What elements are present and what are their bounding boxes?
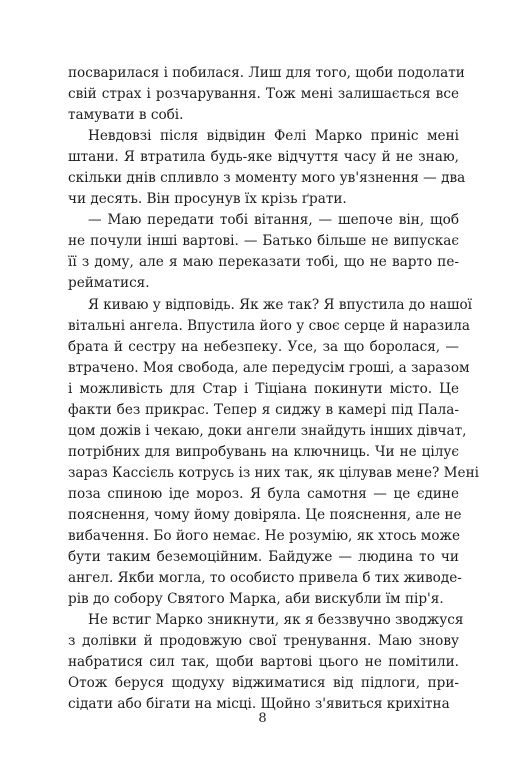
text-line: ангел. Якби могла, то особисто привела б тих живоде- [68, 570, 462, 587]
paragraph [68, 210, 459, 294]
text-line: факти без прикрас. Тепер я сиджу в камері під Пала- [68, 401, 459, 418]
text-line: потрібних для випробувань на ключниць. Чи не цілує [68, 443, 459, 460]
text-line: Не встиг Марко зникнути, як я беззвучно зводжуся [88, 612, 464, 629]
text-line: бути таким беземоційним. Байдуже — людина то чи [68, 549, 459, 566]
page-number: 8 [258, 711, 267, 726]
paragraph [68, 63, 465, 126]
text-line: тамувати в собі. [68, 107, 184, 124]
text-line: сідати або бігати на місці. Щойно з'явиться крихітна [68, 696, 450, 713]
text-line: цом дожів і чекаю, доки ангели знайдуть інших дівчат, [68, 422, 467, 439]
text-line: пояснення, чому йому довіряла. Це пояснення, але не [68, 506, 462, 523]
text-line: поза спиною іде мороз. Я була самотня — це єдине [68, 485, 459, 502]
text-line: вибачення. Бо його немає. Не розумію, як хтось може [68, 528, 461, 545]
text-line: не почули інші вартові. — Батько більше не випускає [68, 233, 459, 250]
text-line: штани. Я втратила будь-яке відчуття часу й не знаю, [68, 149, 459, 166]
text-line: скільки днів спливло з моменту мого ув'язнення — два [68, 170, 466, 187]
text-line: брата й сестру на небезпеку. Усе, за що боролася, — [68, 338, 459, 355]
paragraph [68, 295, 479, 611]
text-line: її з дому, але я маю переказати тобі, що не варто пе- [68, 254, 459, 271]
body-text [68, 63, 479, 715]
text-line: і можливість для Стар і Тіціана покинути місто. Це [68, 380, 459, 397]
paragraph [68, 126, 466, 210]
text-line: рів до собору Святого Марка, аби вискубли їм пір'я. [68, 591, 444, 608]
text-line: — Маю передати тобі вітання, — шепоче він, щоб [88, 212, 459, 229]
text-line: з долівки й продовжую свої тренування. Маю знову [68, 633, 459, 650]
text-line: Я киваю у відповідь. Як же так? Я впустила до нашої [88, 296, 472, 313]
text-line: рейматися. [68, 275, 150, 292]
text-line: Отож беруся щодуху віджиматися від підлоги, при- [68, 675, 459, 692]
text-line: зараз Кассієль котрусь із них так, як цілував мене? Мені [68, 464, 479, 481]
paragraph [68, 610, 464, 715]
text-line: втрачено. Моя свобода, але передусім гроші, а заразом [68, 359, 470, 376]
text-line: Невдовзі після відвідин Фелі Марко приніс мені [88, 128, 459, 145]
text-line: чи десять. Він просунув їх крізь ґрати. [68, 191, 347, 208]
text-line: свій страх і розчарування. Тож мені залишається все [68, 86, 459, 103]
text-line: посварилася і побилася. Лиш для того, щоби подолати [68, 65, 465, 81]
text-line: вітальні ангела. Впустила його у своє серце й наразила [68, 317, 471, 334]
text-line: набратися сил так, щоби вартові цього не помітили. [68, 654, 459, 671]
